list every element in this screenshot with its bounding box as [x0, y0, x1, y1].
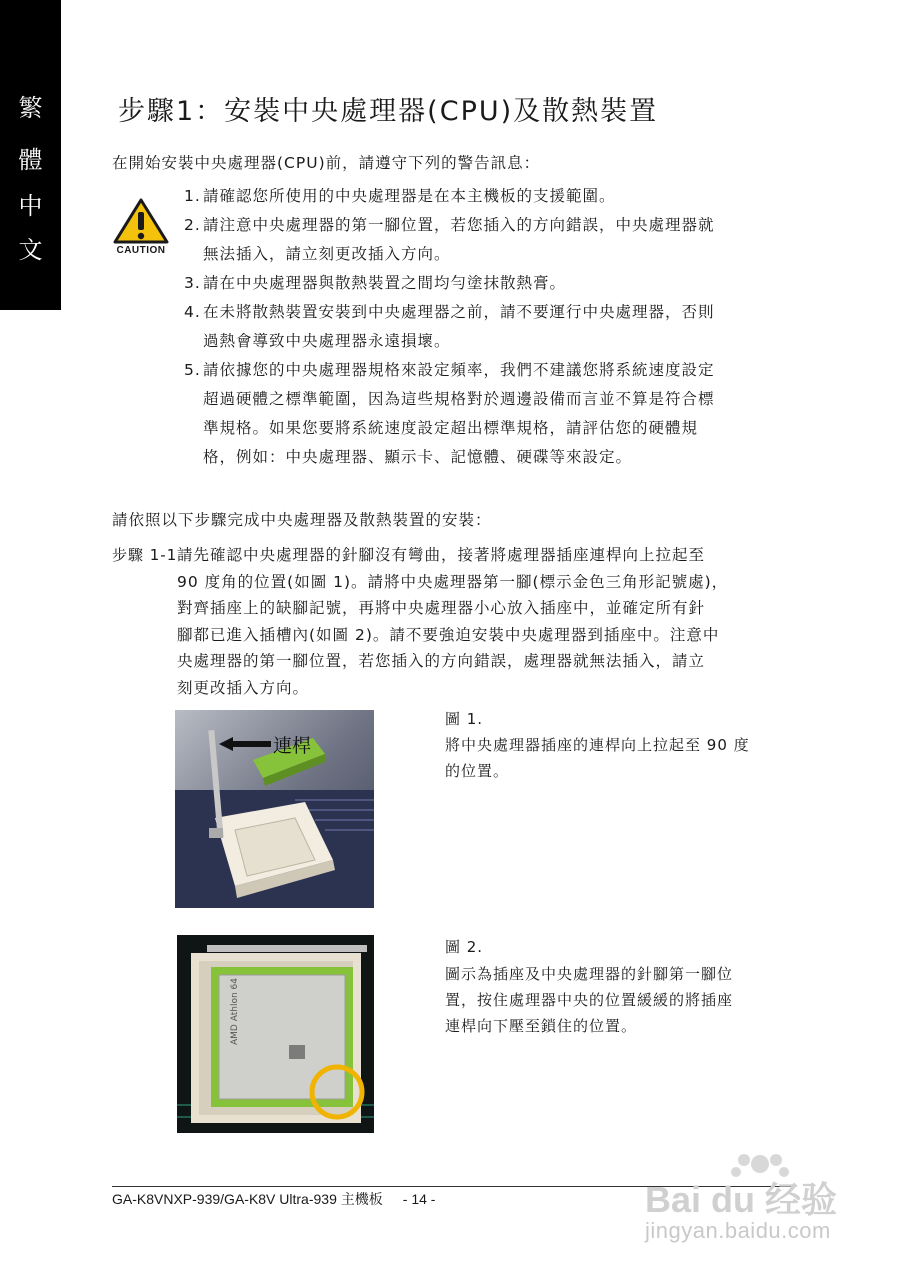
caution-label: CAUTION	[116, 245, 166, 256]
steps-intro: 請依照以下步驟完成中央處理器及散熱裝置的安裝：	[112, 511, 492, 529]
footer-page-number: - 14 -	[402, 1191, 436, 1207]
step-line: 腳都已進入插槽內(如圖 2)。請不要強迫安裝中央處理器到插座中。注意中	[177, 625, 720, 644]
warning-item-line: 超過硬體之標準範圍，因為這些規格對於週邊設備而言並不算是符合標	[203, 390, 715, 408]
figure-1-photo	[175, 710, 374, 908]
figure-1-caption-line: 將中央處理器插座的連桿向上拉起至 90 度	[445, 736, 750, 754]
warning-item	[184, 298, 796, 356]
step-line: 對齊插座上的缺腳記號，再將中央處理器小心放入插座中，並確定所有針	[177, 599, 706, 617]
warning-item	[184, 211, 796, 269]
side-tab-char: 體	[18, 146, 43, 174]
lever-callout-label: 連桿	[273, 735, 312, 757]
warning-item-line: 在未將散熱裝置安裝到中央處理器之前，請不要運行中央處理器，否則	[203, 303, 715, 321]
warning-item	[184, 356, 796, 472]
baidu-watermark	[640, 1142, 902, 1280]
warning-item-number: 3.	[184, 274, 201, 292]
footer-model: GA-K8VNXP-939/GA-K8V Ultra-939 主機板	[112, 1191, 383, 1207]
watermark-text: Bai du 经验	[645, 1179, 838, 1220]
warning-intro: 在開始安裝中央處理器(CPU)前，請遵守下列的警告訊息：	[112, 154, 541, 172]
figure-2-caption-line: 置，按住處理器中央的位置緩緩的將插座	[445, 991, 734, 1009]
side-tab-char: 文	[18, 236, 43, 264]
warning-item-number: 5.	[184, 361, 201, 379]
step-line: 請先確認中央處理器的針腳沒有彎曲，接著將處理器插座連桿向上拉起至	[177, 546, 706, 564]
watermark-url: jingyan.baidu.com	[645, 1218, 831, 1243]
caution-icon	[112, 198, 170, 260]
warning-item-line: 無法插入，請立刻更改插入方向。	[203, 245, 451, 263]
step-line: 90 度角的位置(如圖 1)。請將中央處理器第一腳(標示金色三角形記號處)，	[177, 572, 729, 591]
figure-1-label: 圖 1.	[445, 710, 484, 728]
figure-2-photo	[177, 935, 374, 1133]
figure-2-caption-line: 連桿向下壓至鎖住的位置。	[445, 1017, 638, 1035]
warning-item	[184, 269, 796, 298]
figure-2-label: 圖 2.	[445, 938, 484, 956]
step-line: 刻更改插入方向。	[177, 678, 310, 697]
warning-item-line: 準規格。如果您要將系統速度設定超出標準規格，請評估您的硬體規	[203, 419, 699, 437]
warning-item-number: 4.	[184, 303, 201, 321]
warning-item-line: 請確認您所使用的中央處理器是在本主機板的支援範圍。	[203, 187, 616, 205]
language-side-tab	[0, 0, 61, 310]
cpu-marking: AMD Athlon 64	[230, 978, 240, 1045]
step-body	[177, 542, 797, 701]
page-title: 步驟1：安裝中央處理器(CPU)及散熱裝置	[118, 96, 659, 127]
warning-item-line: 請注意中央處理器的第一腳位置，若您插入的方向錯誤，中央處理器就	[203, 216, 715, 234]
warning-list	[184, 182, 796, 472]
figure-1-caption-line: 的位置。	[445, 762, 510, 780]
warning-item	[184, 182, 796, 211]
figure-2-caption-line: 圖示為插座及中央處理器的針腳第一腳位	[445, 965, 734, 983]
warning-item-number: 2.	[184, 216, 201, 234]
warning-item-line: 格，例如：中央處理器、顯示卡、記憶體、硬碟等來設定。	[203, 448, 633, 466]
warning-item-line: 請依據您的中央處理器規格來設定頻率，我們不建議您將系統速度設定	[203, 361, 715, 379]
side-tab-char: 中	[18, 192, 43, 220]
warning-item-line: 請在中央處理器與散熱裝置之間均勻塗抹散熱膏。	[203, 274, 567, 292]
side-tab-char: 繁	[18, 94, 43, 122]
step-line: 央處理器的第一腳位置，若您插入的方向錯誤，處理器就無法插入，請立	[177, 652, 706, 670]
page-footer	[112, 1189, 435, 1209]
warning-item-line: 過熱會導致中央處理器永遠損壞。	[203, 332, 451, 350]
warning-item-number: 1.	[184, 187, 201, 205]
step-label: 步驟 1-1	[112, 546, 178, 564]
